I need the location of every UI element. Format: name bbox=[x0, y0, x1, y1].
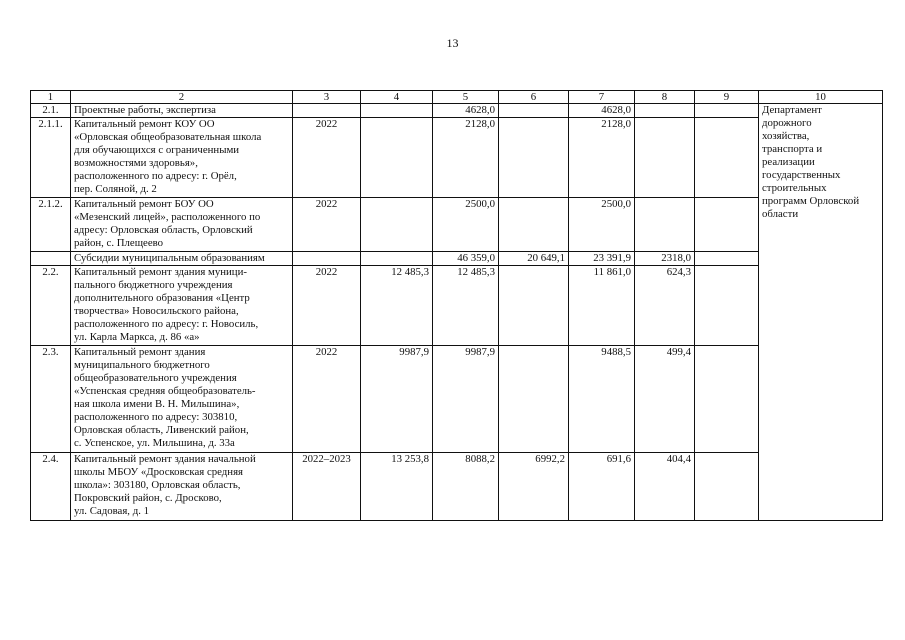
table-row bbox=[31, 252, 883, 266]
description-line: пального бюджетного учреждения bbox=[74, 279, 233, 291]
header-cell: 4 bbox=[361, 91, 433, 104]
amount-cell-5: 9987,9 bbox=[433, 346, 499, 453]
description-line: район, с. Плещеево bbox=[74, 237, 164, 249]
amount-cell-8: 404,4 bbox=[635, 453, 695, 521]
header-cell: 1 bbox=[31, 91, 71, 104]
description-line: ул. Карла Маркса, д. 86 «а» bbox=[74, 331, 200, 343]
description-cell bbox=[71, 104, 293, 118]
amount-cell-7: 691,6 bbox=[569, 453, 635, 521]
amount-cell-8: 499,4 bbox=[635, 346, 695, 453]
table-row bbox=[31, 346, 883, 453]
description-cell bbox=[71, 453, 293, 521]
description-line: Капитальный ремонт КОУ ОО bbox=[74, 118, 215, 130]
table-row bbox=[31, 266, 883, 346]
amount-cell-6 bbox=[499, 104, 569, 118]
amount-cell-5: 2128,0 bbox=[433, 118, 499, 198]
responsible-line: государственных bbox=[762, 169, 841, 181]
amount-cell-4: 13 253,8 bbox=[361, 453, 433, 521]
description-line: Проектные работы, экспертиза bbox=[74, 104, 216, 116]
amount-cell-8 bbox=[635, 118, 695, 198]
description-line: Капитальный ремонт здания bbox=[74, 346, 206, 358]
amount-cell-6 bbox=[499, 198, 569, 252]
amount-cell-8 bbox=[635, 198, 695, 252]
header-cell: 5 bbox=[433, 91, 499, 104]
amount-cell-7: 4628,0 bbox=[569, 104, 635, 118]
table-row bbox=[31, 453, 883, 521]
row-number-cell: 2.1. bbox=[31, 104, 71, 118]
amount-cell-5: 2500,0 bbox=[433, 198, 499, 252]
row-number-cell: 2.4. bbox=[31, 453, 71, 521]
amount-cell-8 bbox=[635, 104, 695, 118]
year-cell: 2022 bbox=[293, 266, 361, 346]
amount-cell-4: 9987,9 bbox=[361, 346, 433, 453]
year-cell: 2022 bbox=[293, 198, 361, 252]
amount-cell-9 bbox=[695, 118, 759, 198]
description-line: Орловская область, Ливенский район, bbox=[74, 424, 249, 436]
amount-cell-7: 2128,0 bbox=[569, 118, 635, 198]
description-line: расположенного по адресу: г. Орёл, bbox=[74, 170, 237, 182]
amount-cell-9 bbox=[695, 453, 759, 521]
amount-cell-9 bbox=[695, 346, 759, 453]
responsible-line: области bbox=[762, 208, 799, 220]
amount-cell-6 bbox=[499, 118, 569, 198]
amount-cell-8: 624,3 bbox=[635, 266, 695, 346]
header-row bbox=[31, 91, 883, 104]
amount-cell-4 bbox=[361, 198, 433, 252]
header-cell: 3 bbox=[293, 91, 361, 104]
amount-cell-8: 2318,0 bbox=[635, 252, 695, 266]
description-line: с. Успенское, ул. Мильшина, д. 33а bbox=[74, 437, 235, 449]
description-cell bbox=[71, 346, 293, 453]
description-line: дополнительного образования «Центр bbox=[74, 292, 250, 304]
table-row bbox=[31, 118, 883, 198]
amount-cell-9 bbox=[695, 104, 759, 118]
description-line: муниципального бюджетного bbox=[74, 359, 210, 371]
description-line: Субсидии муниципальным образованиям bbox=[74, 252, 265, 264]
description-line: для обучающихся с ограниченными bbox=[74, 144, 240, 156]
description-line: общеобразовательного учреждения bbox=[74, 372, 237, 384]
amount-cell-5: 46 359,0 bbox=[433, 252, 499, 266]
description-cell bbox=[71, 252, 293, 266]
amount-cell-4 bbox=[361, 118, 433, 198]
description-line: пер. Соляной, д. 2 bbox=[74, 183, 157, 195]
page-number: 13 bbox=[446, 36, 459, 50]
responsible-executor-cell bbox=[759, 104, 883, 521]
description-line: ул. Садовая, д. 1 bbox=[74, 505, 149, 517]
amount-cell-7: 23 391,9 bbox=[569, 252, 635, 266]
program-table bbox=[30, 90, 883, 521]
description-line: школы МБОУ «Дросковская средняя bbox=[74, 466, 243, 478]
description-line: школа»: 303180, Орловская область, bbox=[74, 479, 241, 491]
amount-cell-4: 12 485,3 bbox=[361, 266, 433, 346]
year-cell: 2022 bbox=[293, 118, 361, 198]
amount-cell-6 bbox=[499, 346, 569, 453]
year-cell: 2022–2023 bbox=[293, 453, 361, 521]
row-number-cell: 2.2. bbox=[31, 266, 71, 346]
amount-cell-4 bbox=[361, 104, 433, 118]
description-line: возможностями здоровья», bbox=[74, 157, 198, 169]
amount-cell-9 bbox=[695, 198, 759, 252]
description-line: ная школа имени В. Н. Мильшина», bbox=[74, 398, 240, 410]
table-row bbox=[31, 198, 883, 252]
description-line: Капитальный ремонт здания муници- bbox=[74, 266, 247, 278]
amount-cell-6: 20 649,1 bbox=[499, 252, 569, 266]
header-cell: 2 bbox=[71, 91, 293, 104]
amount-cell-7: 11 861,0 bbox=[569, 266, 635, 346]
description-line: Покровский район, с. Дросково, bbox=[74, 492, 222, 504]
responsible-line: строительных bbox=[762, 182, 827, 194]
description-line: Капитальный ремонт БОУ ОО bbox=[74, 198, 214, 210]
amount-cell-5: 12 485,3 bbox=[433, 266, 499, 346]
responsible-line: транспорта и bbox=[762, 143, 823, 155]
responsible-line: хозяйства, bbox=[762, 130, 810, 142]
year-cell bbox=[293, 252, 361, 266]
row-number-cell: 2.3. bbox=[31, 346, 71, 453]
year-cell bbox=[293, 104, 361, 118]
description-line: «Успенская средняя общеобразователь- bbox=[74, 385, 256, 397]
responsible-line: Департамент bbox=[762, 104, 822, 116]
responsible-line: реализации bbox=[762, 156, 815, 168]
amount-cell-7: 9488,5 bbox=[569, 346, 635, 453]
amount-cell-9 bbox=[695, 266, 759, 346]
responsible-line: дорожного bbox=[762, 117, 812, 129]
amount-cell-4 bbox=[361, 252, 433, 266]
table-row bbox=[31, 104, 883, 118]
amount-cell-9 bbox=[695, 252, 759, 266]
row-number-cell bbox=[31, 252, 71, 266]
amount-cell-7: 2500,0 bbox=[569, 198, 635, 252]
description-line: адресу: Орловская область, Орловский bbox=[74, 224, 253, 236]
header-cell: 6 bbox=[499, 91, 569, 104]
row-number-cell: 2.1.1. bbox=[31, 118, 71, 198]
description-line: «Мезенский лицей», расположенного по bbox=[74, 211, 261, 223]
description-line: расположенного по адресу: 303810, bbox=[74, 411, 238, 423]
amount-cell-5: 8088,2 bbox=[433, 453, 499, 521]
description-line: расположенного по адресу: г. Новосиль, bbox=[74, 318, 259, 330]
amount-cell-6 bbox=[499, 266, 569, 346]
header-cell: 9 bbox=[695, 91, 759, 104]
year-cell: 2022 bbox=[293, 346, 361, 453]
header-cell: 7 bbox=[569, 91, 635, 104]
header-cell: 10 bbox=[759, 91, 883, 104]
description-line: творчества» Новосильского района, bbox=[74, 305, 239, 317]
amount-cell-5: 4628,0 bbox=[433, 104, 499, 118]
description-line: Капитальный ремонт здания начальной bbox=[74, 453, 256, 465]
description-line: «Орловская общеобразовательная школа bbox=[74, 131, 262, 143]
description-cell bbox=[71, 118, 293, 198]
description-cell bbox=[71, 266, 293, 346]
row-number-cell: 2.1.2. bbox=[31, 198, 71, 252]
description-cell bbox=[71, 198, 293, 252]
header-cell: 8 bbox=[635, 91, 695, 104]
responsible-line: программ Орловской bbox=[762, 195, 860, 207]
amount-cell-6: 6992,2 bbox=[499, 453, 569, 521]
